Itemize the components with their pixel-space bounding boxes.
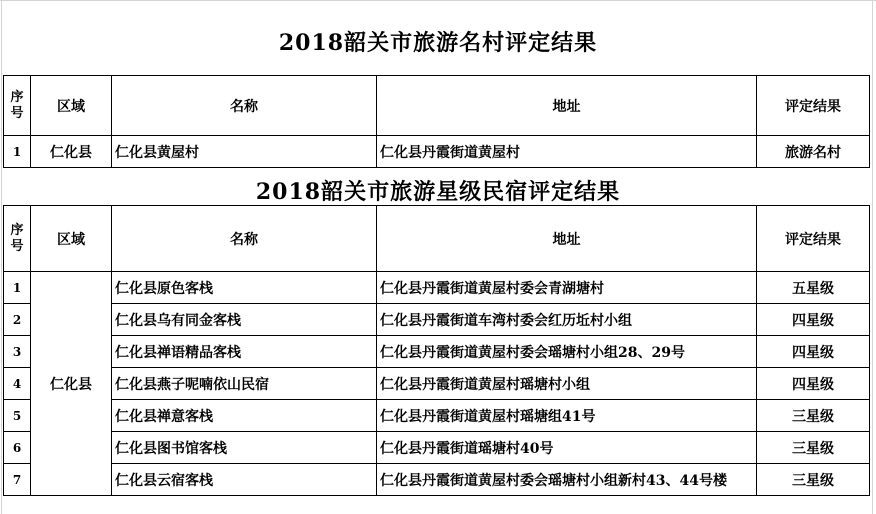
cell-name: 仁化县乌有同金客栈 xyxy=(112,304,377,336)
table-row xyxy=(4,432,870,464)
table-row xyxy=(4,136,870,168)
cell-seq: 1 xyxy=(4,272,31,304)
table-header-row xyxy=(4,206,870,272)
table-header-row xyxy=(4,76,870,136)
table-row xyxy=(4,304,870,336)
header-result: 评定结果 xyxy=(757,206,870,272)
cell-region: 仁化县 xyxy=(31,136,112,168)
grid-line xyxy=(872,0,873,514)
cell-seq: 4 xyxy=(4,368,31,400)
villages-table xyxy=(3,75,870,168)
cell-name: 仁化县图书馆客栈 xyxy=(112,432,377,464)
cell-result: 四星级 xyxy=(757,304,870,336)
header-name: 名称 xyxy=(112,206,377,272)
cell-address: 仁化县丹霞街道黄屋村瑶塘组41号 xyxy=(377,400,757,432)
cell-result: 旅游名村 xyxy=(757,136,870,168)
cell-address: 仁化县丹霞街道车湾村委会红历坵村小组 xyxy=(377,304,757,336)
cell-address: 仁化县丹霞街道黄屋村瑶塘村小组 xyxy=(377,368,757,400)
table-row xyxy=(4,464,870,496)
guesthouses-table xyxy=(3,205,870,496)
grid-line xyxy=(1,0,2,514)
header-name: 名称 xyxy=(112,76,377,136)
header-result: 评定结果 xyxy=(757,76,870,136)
header-region: 区域 xyxy=(31,206,112,272)
table-row xyxy=(4,272,870,304)
header-seq: 序号 xyxy=(4,76,31,136)
cell-result: 四星级 xyxy=(757,336,870,368)
header-address: 地址 xyxy=(377,206,757,272)
cell-name: 仁化县燕子呢喃依山民宿 xyxy=(112,368,377,400)
table-row xyxy=(4,400,870,432)
villages-title: 2018韶关市旅游名村评定结果 xyxy=(278,30,598,56)
cell-seq: 5 xyxy=(4,400,31,432)
header-seq: 序号 xyxy=(4,206,31,272)
cell-result: 三星级 xyxy=(757,432,870,464)
header-region: 区域 xyxy=(31,76,112,136)
cell-seq: 2 xyxy=(4,304,31,336)
cell-name: 仁化县云宿客栈 xyxy=(112,464,377,496)
cell-result: 五星级 xyxy=(757,272,870,304)
cell-address: 仁化县丹霞街道黄屋村委会瑶塘村小组28、29号 xyxy=(377,336,757,368)
grid-line xyxy=(0,0,876,1)
cell-address: 仁化县丹霞街道黄屋村委会瑶塘村小组新村43、44号楼 xyxy=(377,464,757,496)
cell-result: 四星级 xyxy=(757,368,870,400)
cell-address: 仁化县丹霞街道黄屋村 xyxy=(377,136,757,168)
cell-address: 仁化县丹霞街道瑶塘村40号 xyxy=(377,432,757,464)
cell-seq: 3 xyxy=(4,336,31,368)
cell-seq: 6 xyxy=(4,432,31,464)
cell-result: 三星级 xyxy=(757,464,870,496)
header-address: 地址 xyxy=(377,76,757,136)
cell-name: 仁化县黄屋村 xyxy=(112,136,377,168)
cell-name: 仁化县禅语精品客栈 xyxy=(112,336,377,368)
table-row xyxy=(4,336,870,368)
table-row xyxy=(4,368,870,400)
cell-name: 仁化县禅意客栈 xyxy=(112,400,377,432)
cell-seq: 1 xyxy=(4,136,31,168)
cell-seq: 7 xyxy=(4,464,31,496)
guesthouses-title: 2018韶关市旅游星级民宿评定结果 xyxy=(255,179,621,205)
cell-address: 仁化县丹霞街道黄屋村委会青湖塘村 xyxy=(377,272,757,304)
cell-region: 仁化县 xyxy=(31,272,112,496)
cell-result: 三星级 xyxy=(757,400,870,432)
cell-name: 仁化县原色客栈 xyxy=(112,272,377,304)
